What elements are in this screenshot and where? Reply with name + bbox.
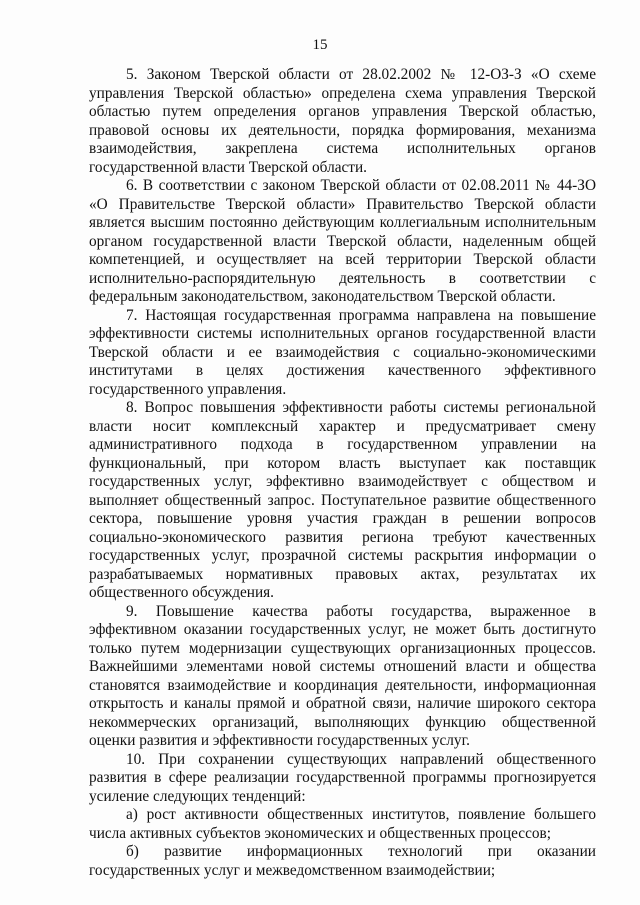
paragraph-5: 5. Законом Тверской области от 28.02.2002 № 12-ОЗ-З «О схеме управления Тверской областью» определена схема управления Тверской областью путем определения органов управления Тверской областью, правовой основы их деятельности, порядка формирования, механизма взаимодействия, закреплена система исполнительных органов государственной власти Тверской области.	[89, 66, 596, 176]
paragraph-7: 7. Настоящая государственная программа направлена на повышение эффективности системы исполнительных органов государственной власти Тверской области и ее взаимодействия с социально-экономическими институтами в целях достижения качественного эффективного государственного управления.	[89, 306, 596, 398]
paragraph-9: 9. Повышение качества работы государства, выраженное в эффективном оказании государственных услуг, не может быть достигнуто только путем модернизации существующих организационных процессов. Важнейшими элементами новой системы отношений власти и общества становятся взаимодействие и координация деятельности, информационная открытость и каналы прямой и обратной связи, наличие широкого сектора некоммерческих организаций, выполняющих функцию общественной оценки развития и эффективности государственных услуг.	[89, 602, 596, 749]
paragraph-10-item-a: а) рост активности общественных институтов, появление большего числа активных субъектов экономических и общественных процессов;	[89, 806, 596, 842]
paragraph-8: 8. Вопрос повышения эффективности работы системы региональной власти носит комплексный характер и предусматривает смену административного подхода в государственном управлении на функциональный, при котором власть выступает как поставщик государственных услуг, эффективно взаимодействует с обществом и выполняет общественный запрос. Поступательное развитие общественного сектора, повышение уровня участия граждан в решении вопросов социально-экономического развития региона требуют качественных государственных услуг, прозрачной системы раскрытия информации о разрабатываемых нормативных правовых актах, результатах их общественного обсуждения.	[89, 399, 596, 601]
paragraph-10-item-b: б) развитие информационных технологий при оказании государственных услуг и межведомственном взаимодействии;	[89, 843, 596, 879]
page-number: 15	[312, 37, 328, 53]
paragraph-10: 10. При сохранении существующих направлений общественного развития в сфере реализации государственной программы прогнозируется усиление следующих тенденций:	[89, 750, 596, 805]
document-body	[89, 66, 596, 880]
paragraph-6: 6. В соответствии с законом Тверской области от 02.08.2011 № 44-ЗО «О Правительстве Тверской области» Правительство Тверской области является высшим постоянно действующим коллегиальным исполнительным органом государственной власти Тверской области, наделенным общей компетенцией, и осуществляет на всей территории Тверской области исполнительно-распорядительную деятельность в соответствии с федеральным законодательством, законодательством Тверской области.	[89, 177, 596, 305]
